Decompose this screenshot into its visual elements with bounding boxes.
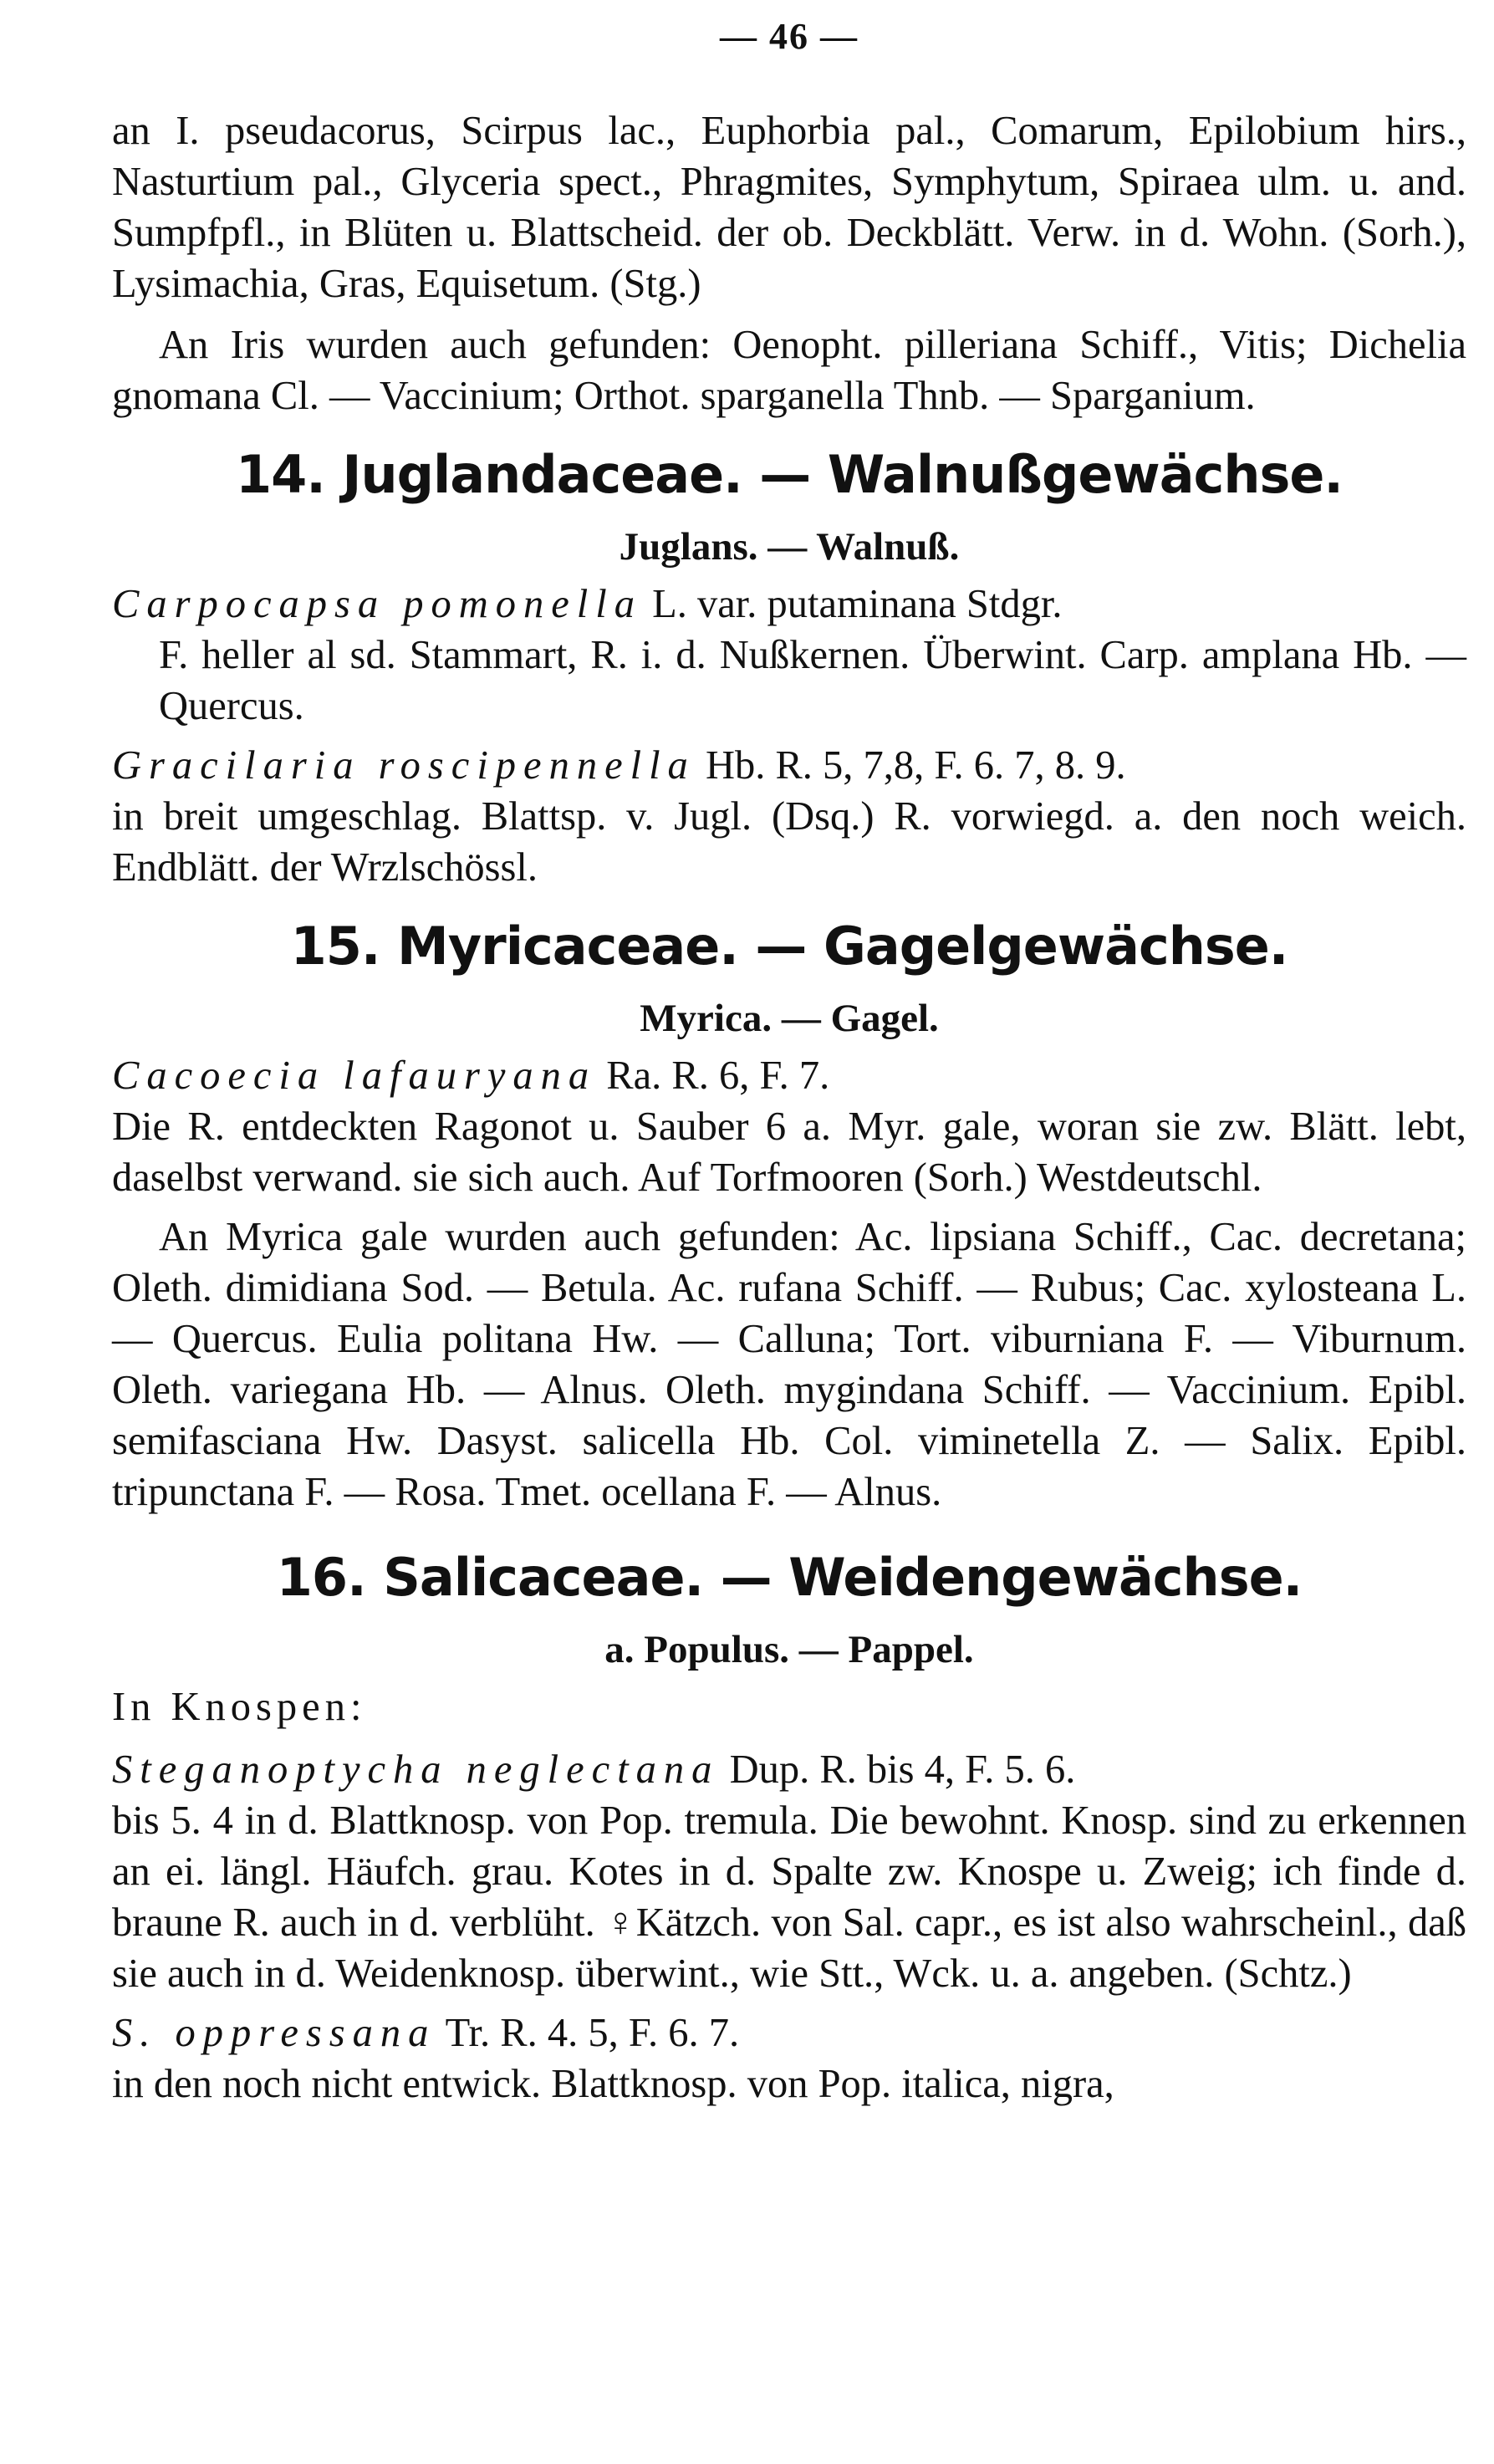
species-info: Tr. R. 4. 5, F. 6. 7. xyxy=(436,2011,740,2055)
species-description: in den noch nicht entwick. Blattknosp. von Pop. italica, nigra, xyxy=(112,2062,1114,2106)
intro-note: An Iris wurden auch gefunden: Oenopht. pilleriana Schiff., Vitis; Dichelia gnomana Cl. — Vaccinium; Orthot. sparganella Thnb. — Sparganium. xyxy=(112,323,1466,418)
species-entry xyxy=(112,2007,1466,2109)
species-name: Carpocapsa pomonella xyxy=(112,582,643,626)
species-description: bis 5. 4 in d. Blattknosp. von Pop. tremula. Die bewohnt. Knosp. sind zu erkennen an ei. längl. Häufch. grau. Kotes in d. Spalte zw. Knospe u. Zweig; ich finde d. braune R. auch in d. verblüht. ♀Kätzch. von Sal. capr., es ist also wahrscheinl., daß sie auch in d. Weidenknosp. überwint., wie Stt., Wck. u. a. angeben. (Schtz.) xyxy=(112,1798,1466,1996)
species-info: Dup. R. bis 4, F. 5. 6. xyxy=(719,1747,1076,1792)
species-description: Die R. entdeckten Ragonot u. Sauber 6 a. Myr. gale, woran sie zw. Blätt. lebt, daselbst verwand. sie sich auch. Auf Torfmooren (Sorh.) Westdeutschl. xyxy=(112,1104,1466,1200)
genus-heading-myrica: Myrica. — Gagel. xyxy=(640,997,939,1040)
species-entry xyxy=(112,579,1466,732)
section-heading-juglandaceae: 14. Juglandaceae. — Walnußgewächse. xyxy=(236,444,1343,505)
species-info: L. var. putaminana Stdgr. xyxy=(642,582,1063,626)
species-name: S. oppressana xyxy=(112,2011,436,2055)
species-name: Steganoptycha neglectana xyxy=(112,1747,720,1792)
genus-heading-juglans: Juglans. — Walnuß. xyxy=(619,525,960,569)
text-column xyxy=(112,12,1466,2118)
species-name: Gracilaria roscipennella xyxy=(112,743,696,788)
species-info: Ra. R. 6, F. 7. xyxy=(596,1053,830,1098)
intro-paragraph: an I. pseudacorus, Scirpus lac., Euphorbia pal., Comarum, Epilobium hirs., Nasturtium pal., Glyceria spect., Phragmites, Symphytum, Spiraea ulm. u. and. Sumpfpfl., in Blüten u. Blattscheid. der ob. Deckblätt. Verw. in d. Wohn. (Sorh.), Lysimachia, Gras, Equisetum. (Stg.) xyxy=(112,109,1466,306)
page-number: — 46 — xyxy=(720,16,859,57)
species-name: Cacoecia lafauryana xyxy=(112,1053,597,1098)
species-entry xyxy=(112,740,1466,893)
species-info: Hb. R. 5, 7,8, F. 6. 7, 8. 9. xyxy=(695,743,1126,788)
species-entry xyxy=(112,1050,1466,1203)
section-heading-myricaceae: 15. Myricaceae. — Gagelgewächse. xyxy=(290,916,1288,977)
subsection-label: In Knospen: xyxy=(112,1685,367,1729)
species-description: in breit umgeschlag. Blattsp. v. Jugl. (Dsq.) R. vorwiegd. a. den noch weich. Endblätt. der Wrzlschössl. xyxy=(112,794,1466,890)
myrica-note: An Myrica gale wurden auch gefunden: Ac. lipsiana Schiff., Cac. decretana; Oleth. dimidiana Sod. — Betula. Ac. rufana Schiff. — Rubus; Cac. xylosteana L. — Quercus. Eulia politana Hw. — Calluna; Tort. viburniana F. — Viburnum. Oleth. variegana Hb. — Alnus. Oleth. mygindana Schiff. — Vaccinium. Epibl. semifasciana Hw. Dasyst. salicella Hb. Col. viminetella Z. — Salix. Epibl. tripunctana F. — Rosa. Tmet. ocellana F. — Alnus. xyxy=(112,1215,1466,1514)
species-entry xyxy=(112,1744,1466,1999)
section-heading-salicaceae: 16. Salicaceae. — Weidengewächse. xyxy=(276,1547,1303,1608)
species-description: F. heller al sd. Stammart, R. i. d. Nußkernen. Überwint. Carp. amplana Hb. — Quercus. xyxy=(159,633,1466,728)
genus-heading-populus: a. Populus. — Pappel. xyxy=(604,1628,974,1671)
